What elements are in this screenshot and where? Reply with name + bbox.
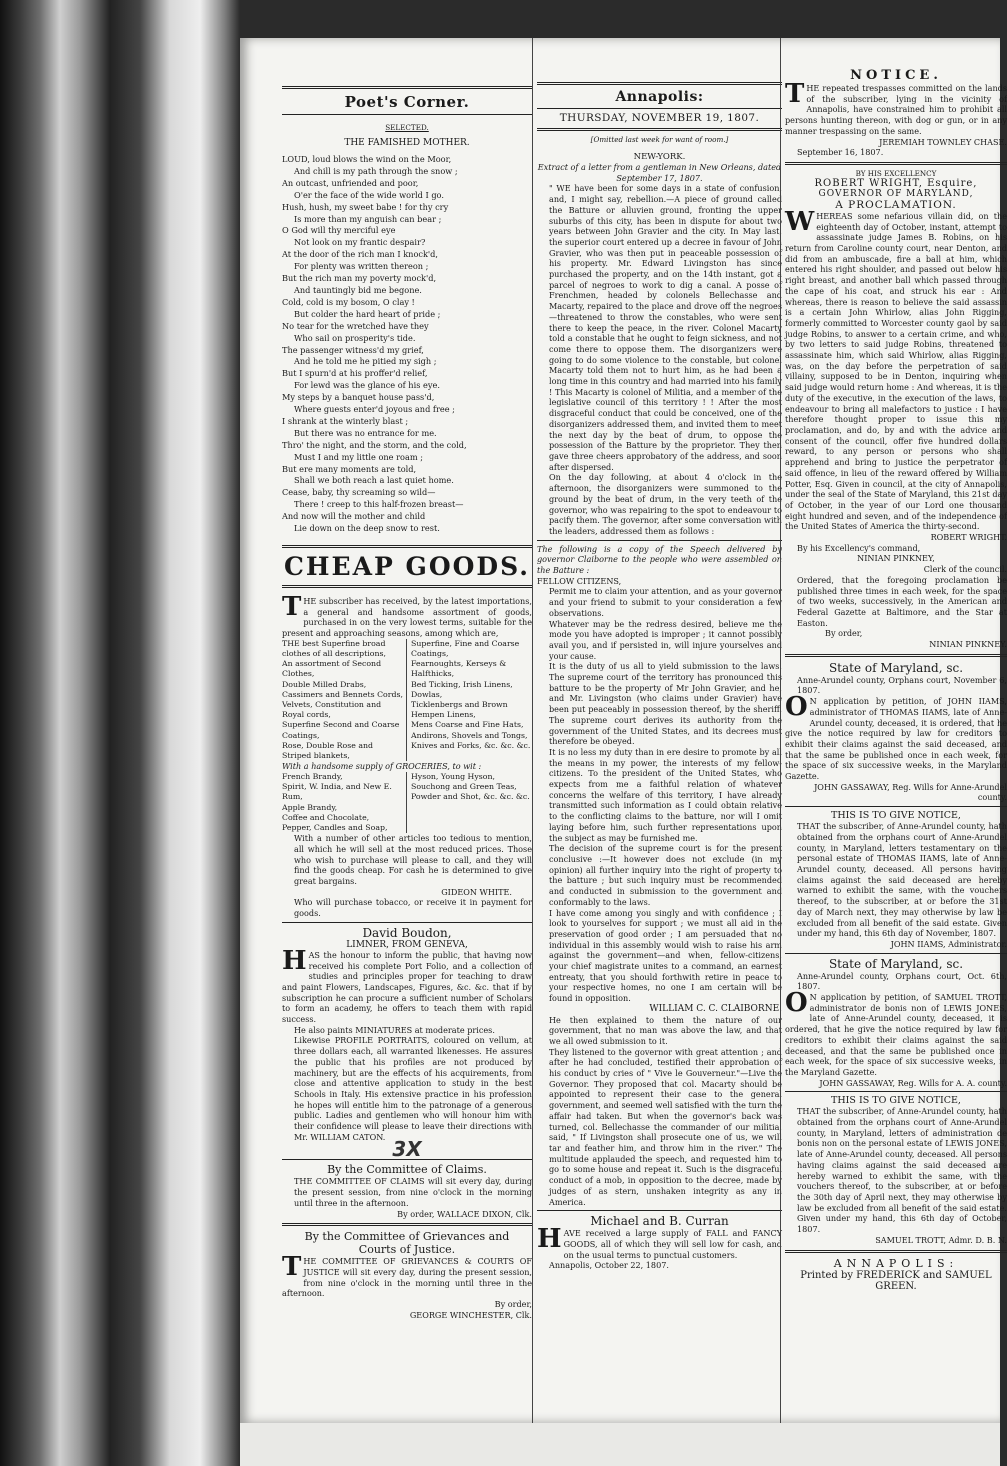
grocery-item: French Brandy, xyxy=(282,771,343,781)
newspaper-page xyxy=(240,38,1007,1423)
groceries-list-right xyxy=(407,772,532,833)
poem-line: Who sail on prosperity's tide. xyxy=(294,332,416,343)
grocery-item: Spirit, W. India, and New E. Rum, xyxy=(282,782,392,802)
poem-line: But the rich man my poverty mock'd, xyxy=(282,273,437,284)
iiams-signature: JOHN IIAMS, Administrator. xyxy=(890,938,1007,949)
grievances-signature: GEORGE WINCHESTER, Clk. xyxy=(409,1309,532,1320)
new-york-dateline: NEW-YORK. xyxy=(633,152,686,162)
poem-body xyxy=(282,154,532,535)
grievances-heading-line1: By the Committee of Grievances and xyxy=(304,1230,510,1244)
cheap-goods-heading: CHEAP GOODS. xyxy=(284,552,530,581)
poets-corner-heading: Poet's Corner. xyxy=(344,93,470,111)
goods-item: Fearnoughts, Kerseys & Halfthicks, xyxy=(411,659,507,679)
cheap-goods-outro: With a number of other articles too tedious to mention, all which he will sell at the most reduced prices. Those who wish to purchase will please to call, and they will find the goods cheap. For cash he is determined to give great bargains. xyxy=(294,833,532,886)
speech-salutation: FELLOW CITIZENS, xyxy=(537,575,622,586)
pinkney-name: NINIAN PINKNEY, xyxy=(857,553,935,564)
ordered-note: Ordered, that the foregoing proclamation be published three times in each week, for the space of two weeks, successively, in the American and Federal Gazette at Baltimore, and the Star at Easton. xyxy=(797,574,1007,628)
speech-para-5: The decision of the supreme court is for the present conclusive :—It however does not exclude (in my opinion) all further inquiry into the right of property to the batture ; but such inquiry must be recommended and conducted in submission to the government and conformably to the laws. xyxy=(549,843,782,907)
letter-para-2: On the day following, at about 4 o'clock in the afternoon, the disorganizers were summoned to the ground by the beat of drum, in the very teeth of the governor, who was repairing to the spot to endeavour to pacify them. The governor, after some conversation with the leaders, addressed them as follows : xyxy=(549,472,782,536)
ink-mark-3x: 3X xyxy=(392,1137,422,1162)
goods-item: Superfine Second and Coarse Coatings, xyxy=(282,720,400,740)
goods-item: Cassimers and Bennets Cords, xyxy=(282,689,403,699)
poem-line: But I spurn'd at his proffer'd relief, xyxy=(282,368,428,379)
trott-signature: SAMUEL TROTT, Admr. D. B. N. xyxy=(875,1234,1007,1245)
claims-signature: By order, WALLACE DIXON, Clk. xyxy=(397,1208,532,1219)
notice-body: THE repeated trespasses committed on the lands of the subscriber, lying in the vicinity of Annapolis, have constrained him to prohibit all persons hunting thereon, with dog or gun, or in any manner trespassing on the same. xyxy=(785,79,1007,136)
boudon-profiles: Likewise PROFILE PORTRAITS, coloured on vellum, at three dollars each, all warranted likenesses. He assures the public that his profiles are not produced by machinery, but are the effects of his acquirements, from close and attentive application to study in the best Schools in Italy. His extensive practice in his profession he hopes will entitle him to the patronage of a generous public. Ladies and gentlemen who will honour him with their confidence will please to leave their directions with Mr. WILLIAM CATON. xyxy=(294,1035,532,1142)
gassaway-signature-1: JOHN GASSAWAY, Reg. Wills for Anne-Arundel county. xyxy=(814,781,1007,803)
speech-para-6: I have come among you singly and with confidence ; I look to yourselves for support ; we must all aid in the preservation of good order ; I am persuaded that no individual in this assembly would wish to raise his arm against the government—and when, fellow-citizens, your chief magistrate unites to a command, an earnest entreaty, that you should forthwith retire in peace to your respective homes, no one I am certain will be found in opposition. xyxy=(549,907,782,1004)
imprint-city: ANNAPOLIS: xyxy=(833,1256,959,1270)
governor-title: GOVERNOR OF MARYLAND, xyxy=(818,188,974,199)
poem-line: My steps by a banquet house pass'd, xyxy=(282,392,435,403)
poem-line: But colder the hard heart of pride ; xyxy=(294,308,441,319)
grocery-item: Coffee and Chocolate, xyxy=(282,812,370,822)
column-1 xyxy=(282,38,532,1423)
curran-heading: Michael and B. Curran xyxy=(590,1214,729,1229)
maryland-2-subheading: Anne-Arundel county, Orphans court, Oct. 6th, 1807. xyxy=(797,970,1007,992)
poem-line: The passenger witness'd my grief, xyxy=(282,344,424,355)
poem-line: Lie down on the deep snow to rest. xyxy=(294,523,440,534)
grievances-body: THE COMMITTEE OF GRIEVANCES & COURTS OF JUSTICE will sit every day, during the present session, from nine o'clock in the morning until three in the afternoon. xyxy=(282,1252,532,1299)
letter-extract-heading: Extract of a letter from a gentleman in New Orleans, dated September 17, 1807. xyxy=(537,162,782,183)
poem-line: Not look on my frantic despair? xyxy=(294,237,426,248)
maryland-1-subheading: Anne-Arundel county, Orphans court, November 6, 1807. xyxy=(797,674,1007,696)
boudon-ad-body: HAS the honour to inform the public, that having now received his complete Port Folio, and a collection of studies and principles proper for teaching to draw and paint Flowers, Landscapes, Figures, &c. &c. that if by subscription he can procure a sufficient number of Scholars to form an academy, he offers to teach them with rapid success. xyxy=(282,945,532,1025)
poem-line: At the door of the rich man I knock'd, xyxy=(282,249,439,260)
grocery-item: Powder and Shot, &c. &c. &c. xyxy=(411,792,530,802)
poem-line: No tear for the wretched have they xyxy=(282,320,429,331)
poem-title: THE FAMISHED MOTHER. xyxy=(344,138,470,148)
issue-date: THURSDAY, NOVEMBER 19, 1807. xyxy=(559,112,760,124)
poem-line: Where guests enter'd joyous and free ; xyxy=(294,404,455,415)
poem-line: For plenty was written thereon ; xyxy=(294,261,429,272)
goods-item: An assortment of Second Clothes, xyxy=(282,659,382,679)
imprint-green: GREEN. xyxy=(875,1280,917,1292)
poem-line: Cold, cold is my bosom, O clay ! xyxy=(282,296,415,307)
claims-heading: By the Committee of Claims. xyxy=(327,1163,487,1177)
claiborne-signature: WILLIAM C. C. CLAIBORNE. xyxy=(649,1003,782,1014)
maryland-2-body: ON application by petition, of SAMUEL TROTT, administrator de bonis non of LEWIS JONES, late of Anne-Arundel county, deceased, it is ordered, that he give the notice required by law for creditors to exhibit their claims against the said deceased, and that the same be published once in each week, for the space of six successive weeks, in the Maryland Gazette. xyxy=(785,988,1007,1077)
goods-list-left xyxy=(282,639,407,761)
grocery-item: Hyson, Young Hyson, Souchong and Green Teas, xyxy=(411,771,517,792)
goods-item: Ticklenbergs and Brown Hempen Linens, xyxy=(411,700,508,720)
omitted-note: [Omitted last week for want of room.] xyxy=(590,135,729,144)
chase-signature: JEREMIAH TOWNLEY CHASE. xyxy=(879,136,1007,147)
maryland-heading-2: State of Maryland, sc. xyxy=(828,956,964,971)
speech-para-1: Permit me to claim your attention, and as your governor and your friend to submit to your consideration a few observations. xyxy=(549,586,782,618)
after-speech-para-1: He then explained to them the nature of our government, that no man was above the law, and that we all owed submission to it. xyxy=(549,1014,782,1046)
boudon-subtitle: LIMNER, FROM GENEVA, xyxy=(346,939,468,950)
proclamation-body: WHEREAS some nefarious villain did, on the eighteenth day of October, instant, attempt to assassinate judge James B. Robins, on his return from Caroline county court, near Denton, and did from an ambuscade, fire a ball at him, which entered his right shoulder, and passed out below his right breast, and another ball which passed through the cape of his coat, and struck his ear : And whereas, there is reason to believe the said assassin is a certain John Whirlow, alias John Rigging, formerly committed to Worcester county gaol by said judge Robins, to answer to a certain crime, and who, by two letters to said judge Robins, threatened to assassinate him, which said Whirlow, alias Rigging, was, on the day before the perpetration of said villainy, supposed to be in Denton, inquiring when said judge would return home : And whereas, it is the duty of the executive, in the execution of the laws, to endeavour to bring all malefactors to justice : I have therefore thought proper to issue this my proclamation, and do, by and with the advice and consent of the council, offer five hundred dollars reward, to any person or persons who shall apprehend and bring to justice the perpetrator of said offence, in lieu of the reward offered by William Potter, Esq. Given in council, at the city of Annapolis, under the seal of the State of Maryland, this 21st day of October, in the year of our Lord one thousand eight hundred and seven, and of the independence of the United States of America the thirty-second. xyxy=(785,206,1007,532)
give-notice-heading-2: THIS IS TO GIVE NOTICE, xyxy=(831,1095,961,1107)
poem-line: And tauntingly bid me begone. xyxy=(294,284,422,295)
poem-line: Hush, hush, my sweet babe ! for thy cry xyxy=(282,201,449,212)
clerk-title: Clerk of the council. xyxy=(923,564,1007,575)
poem-line: And now will the mother and child xyxy=(282,511,426,522)
poem-line: Cease, baby, thy screaming so wild— xyxy=(282,487,436,498)
speech-para-2: Whatever may be the redress desired, believe me the mode you have adopted is improper ; it cannot possibly avail you, and if persisted in, will injure yourselves and your cause. xyxy=(549,618,782,661)
grievances-heading-line2: Courts of Justice. xyxy=(358,1243,456,1257)
poem-line: I shrank at the winterly blast ; xyxy=(282,415,409,426)
give-notice-body-1: THAT the subscriber, of Anne-Arundel county, hath obtained from the orphans court of Anne-Arundel county, in Maryland, letters testamentary on the personal estate of THOMAS IIAMS, late of Anne-Arundel county, deceased. All persons having claims against the said deceased are hereby warned to exhibit the same, with the vouchers thereof, to the subscriber, at or before the 31st day of March next, they may otherwise by law be excluded from all benefit of the said estate. Given under my hand, this 6th day of November, 1807. xyxy=(797,821,1007,939)
goods-item: Superfine, Fine and Coarse Coatings, xyxy=(411,638,520,659)
claims-body: THE COMMITTEE OF CLAIMS will sit every day, during the present session, from nine o'clock in the morning until three in the afternoon. xyxy=(294,1176,532,1208)
give-notice-heading-1: THIS IS TO GIVE NOTICE, xyxy=(831,810,961,822)
speech-para-3: It is the duty of us all to yield submission to the laws. The supreme court of the territory has pronounced this batture to be the property of Mr John Gravier, and he, and Mr. Livingston (who claims under Gravier) have been put peaceably in possession thereof, by the sheriff. The supreme court derives its authority from the government of the United States, and its decrees must therefore be obeyed. xyxy=(549,661,782,747)
goods-item: Double Milled Drabs, xyxy=(282,679,367,689)
goods-item: Mens Coarse and Fine Hats, xyxy=(411,720,524,730)
goods-item: Rose, Double Rose and Striped blankets, xyxy=(282,740,374,761)
wright-name: ROBERT WRIGHT, Esquire, xyxy=(814,177,978,189)
groceries-list-left xyxy=(282,772,407,833)
masthead-annapolis: Annapolis: xyxy=(615,89,704,105)
poem-line: And he told me he pitied my sigh ; xyxy=(294,356,437,367)
poem-line: And chill is my path through the snow ; xyxy=(294,165,458,176)
book-binding xyxy=(0,0,240,1466)
goods-list-right xyxy=(407,639,532,761)
notice-heading: NOTICE. xyxy=(850,68,942,83)
tobacco-note: Who will purchase tobacco, or receive it in payment for goods. xyxy=(294,897,532,919)
goods-item: Andirons, Shovels and Tongs, xyxy=(411,730,528,740)
poem-line: LOUD, loud blows the wind on the Moor, xyxy=(282,154,452,164)
pinkney-signature: NINIAN PINKNEY. xyxy=(929,639,1007,650)
poem-line: Must I and my little one roam ; xyxy=(294,451,423,462)
by-order: By order, xyxy=(825,628,863,639)
poem-line: O'er the face of the wide world I go. xyxy=(294,189,444,200)
boudon-name: David Boudon, xyxy=(362,925,452,940)
goods-item: Velvets, Constitution and Royal cords, xyxy=(282,700,382,720)
gassaway-signature-2: JOHN GASSAWAY, Reg. Wills for A. A. county. xyxy=(819,1077,1007,1088)
poem-line: For lewd was the glance of his eye. xyxy=(294,380,440,391)
goods-item: Bed Ticking, Irish Linens, Dowlas, xyxy=(411,679,513,699)
cheap-goods-intro: THE subscriber has received, by the latest importations, a general and handsome assortment of goods, purchased in on the very lowest terms, suitable for the present and approaching seasons, among which are, xyxy=(282,592,532,639)
column-3 xyxy=(780,38,1007,1423)
after-speech-para-2: They listened to the governor with great attention ; and after he had concluded, testified their approbation of his conduct by cries of " Vive le Gouverneur."—Live the Governor. They proposed that col. Macarty should be appointed to represent their case to the general government, and seemed well satisfied with the turn the affair had taken. But when the governor's back was turned, col. Bellechasse the commander of our militia, said, " If Livingston shall prosecute one of us, we will tar and feather him, and throw him in the river." The multitude applauded the speech, and requested him to go to some house and repeat it. Such is the disgraceful conduct of a mob, in opposition to the decree, made by judges of as stern, unshaken integrity as any in America. xyxy=(549,1046,782,1207)
poem-line: There ! creep to this half-frozen breast— xyxy=(294,499,464,510)
groceries-heading: With a handsome supply of GROCERIES, to wit : xyxy=(282,761,482,772)
poem-line: But ere many moments are told, xyxy=(282,463,417,474)
proclamation-heading: A PROCLAMATION. xyxy=(835,198,957,211)
grocery-item: Apple Brandy, xyxy=(282,802,338,812)
letter-para-1: " WE have been for some days in a state of confusion, and, I might say, rebellion.—A piece of ground called the Batture or alluvien ground, fronting the upper suburbs of this city, has been in dispute for about two years between John Gravier and the city. In May last, the superior court entered up a decree in favour of John Gravier, who was then put in peaceable possession of his property. Mr. Edward Livingston has since purchased the property, and on the 14th instant, got a parcel of negroes to work to dig a canal. A posse of Frenchmen, headed by colonels Bellechasse and Macarty, repaired to the place and drove off the negroes—threatened to throw the constables, who were sent there to keep the peace, in the river. Colonel Macarty told a constable that he ought to feign sickness, and not come there to oppose them. The disorganizers were going to do some violence to the constable, but colonel Macarty told them not to hurt him, as he had been a long time in this country and had married into his family ! This Macarty is colonel of Militia, and a member of the legislative council of this territory ! ! After the most disgraceful conduct that could be conceived, one of the disorganizers addressed them, and invited them to meet the next day by the beat of drum, to oppose the possession of the Batture by the proprietor. They then gave three cheers approbatory of the address, and soon after dispersed. xyxy=(549,183,782,472)
poem-line: Thro' the night, and the storm, and the cold, xyxy=(282,439,467,450)
poem-line: Is more than my anguish can bear ; xyxy=(294,213,442,224)
wright-signature: ROBERT WRIGHT. xyxy=(930,532,1007,543)
maryland-1-body: ON application by petition, of JOHN IIAMS, administrator of THOMAS IIAMS, late of Anne-Arundel county, deceased, it is ordered, that he give the notice required by law for creditors to exhibit their claims against the said deceased, and that the same be published once in each week, for the space of six successive weeks, in the Maryland Gazette. xyxy=(785,692,1007,782)
curran-date: Annapolis, October 22, 1807. xyxy=(549,1260,669,1271)
goods-item: Knives and Forks, &c. &c. &c. xyxy=(411,740,531,750)
poem-line: But there was no entrance for me. xyxy=(294,427,437,438)
by-his-excellency: BY HIS EXCELLENCY xyxy=(855,168,937,178)
gideon-white-signature: GIDEON WHITE. xyxy=(441,886,512,897)
maryland-heading-1: State of Maryland, sc. xyxy=(828,660,964,675)
goods-list xyxy=(282,639,532,761)
chase-date: September 16, 1807. xyxy=(797,147,884,158)
grocery-item: Pepper, Candles and Soap, xyxy=(282,822,388,832)
curran-body: HAVE received a large supply of FALL and FANCY GOODS, all of which they will sell low for cash, and on the usual terms to punctual customers. xyxy=(537,1224,782,1260)
speech-para-4: It is no less my duty than in ere desire to promote by all the means in my power, the interests of my fellow-citizens. To the president of the United States, who expects from me a faithful relation of whatever concerns the welfare of this territory, I have already transmitted such information as I could obtain relative to the conflicting claims to the batture, nor will I omit laying before him, such further representations upon the subject as may be furnished me. xyxy=(549,746,782,843)
grievances-order: By order, xyxy=(494,1299,532,1310)
poem-line: An outcast, unfriended and poor, xyxy=(282,177,419,188)
poem-line: O God will thy merciful eye xyxy=(282,225,396,236)
boudon-miniatures: He also paints MINIATURES at moderate prices. xyxy=(294,1024,495,1035)
give-notice-body-2: THAT the subscriber, of Anne-Arundel county, hath obtained from the orphans court of Anne-Arundel county, in Maryland, letters of administration de bonis non on the personal estate of LEWIS JONES, late of Anne-Arundel county, deceased. All persons having claims against the said deceased are hereby warned to exhibit the same, with the vouchers thereof, to the subscriber, at or before the 30th day of April next, they may otherwise by law be excluded from all benefit of the said estate. Given under my hand, this 6th day of October, 1807. xyxy=(797,1106,1007,1235)
groceries-list xyxy=(282,772,532,833)
by-command: By his Excellency's command, xyxy=(797,542,921,553)
column-2 xyxy=(532,38,782,1423)
speech-heading: The following is a copy of the Speech delivered by governor Claiborne to the people who were assembled on the Batture : xyxy=(537,543,782,576)
goods-item: THE best Superfine broad clothes of all descriptions, xyxy=(282,638,386,659)
imprint-printers: Printed by FREDERICK and SAMUEL xyxy=(800,1269,992,1281)
page-bottom-margin xyxy=(240,1423,1000,1466)
poem-line: Shall we both reach a last quiet home. xyxy=(294,475,454,486)
selected-label: SELECTED. xyxy=(385,123,429,132)
